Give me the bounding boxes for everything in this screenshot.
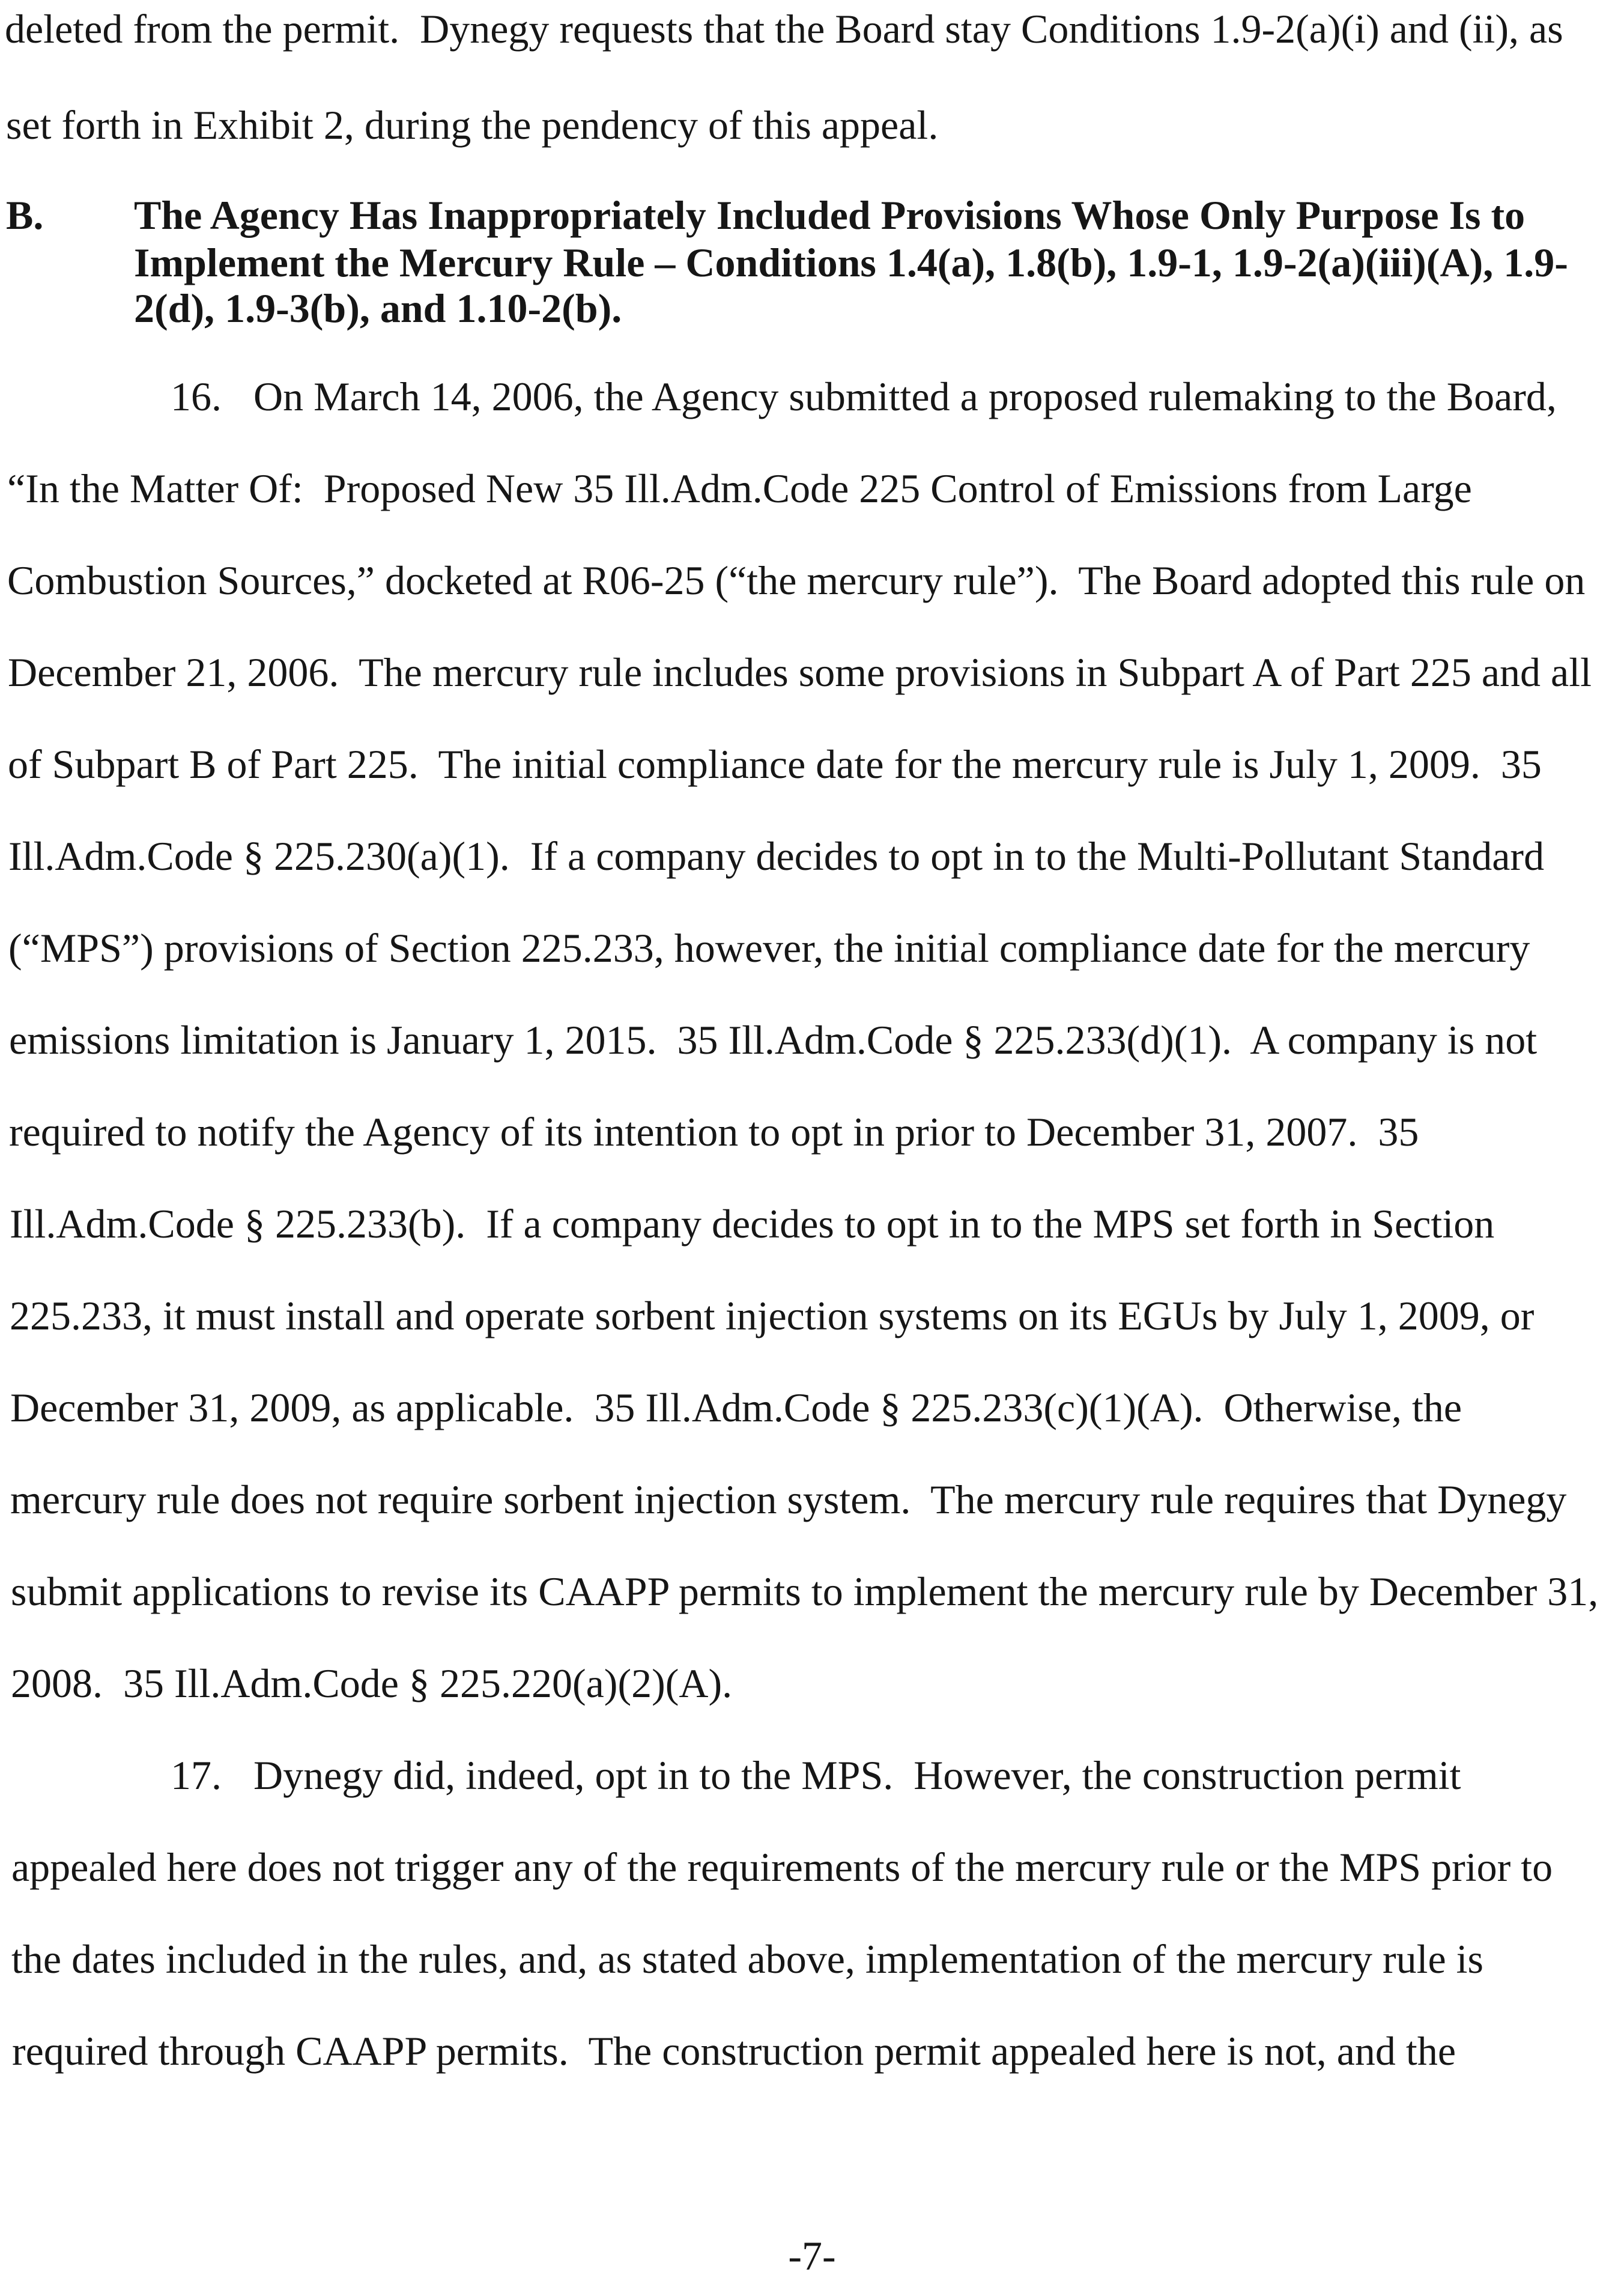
text-line: appealed here does not trigger any of the requirements of the mercury rule or the MPS prior to [11,1844,1553,1890]
text-line: Combustion Sources,” docketed at R06-25 (“the mercury rule”). The Board adopted this rule on [7,557,1586,603]
text-line: the dates included in the rules, and, as stated above, implementation of the mercury rule is [11,1936,1484,1982]
paragraph-number: 16. [171,374,222,419]
text-line: required through CAAPP permits. The construction permit appealed here is not, and the [12,2028,1456,2074]
text-line: submit applications to revise its CAAPP permits to implement the mercury rule by December 31, [11,1569,1599,1614]
text-line: December 31, 2009, as applicable. 35 Ill.Adm.Code § 225.233(c)(1)(A). Otherwise, the [10,1385,1462,1430]
text-line: deleted from the permit. Dynegy requests that the Board stay Conditions 1.9-2(a)(i) and (ii), as [5,6,1563,52]
heading-line: Implement the Mercury Rule – Conditions 1.4(a), 1.8(b), 1.9-1, 1.9-2(a)(iii)(A), 1.9- [134,240,1568,285]
text-line: On March 14, 2006, the Agency submitted a proposed rulemaking to the Board, [253,374,1557,419]
text-line: “In the Matter Of: Proposed New 35 Ill.Adm.Code 225 Control of Emissions from Large [7,466,1472,511]
heading-line: 2(d), 1.9-3(b), and 1.10-2(b). [134,285,622,331]
text-line: mercury rule does not require sorbent injection system. The mercury rule requires that Dynegy [10,1477,1567,1522]
text-line: required to notify the Agency of its intention to opt in prior to December 31, 2007. 35 [9,1109,1419,1155]
text-line: 2008. 35 Ill.Adm.Code § 225.220(a)(2)(A). [11,1660,733,1706]
text-line: Ill.Adm.Code § 225.233(b). If a company decides to opt in to the MPS set forth in Section [10,1201,1495,1247]
text-line: Ill.Adm.Code § 225.230(a)(1). If a company decides to opt in to the Multi-Pollutant Standard [8,833,1545,879]
text-line: Dynegy did, indeed, opt in to the MPS. However, the construction permit [253,1752,1461,1798]
text-line: of Subpart B of Part 225. The initial compliance date for the mercury rule is July 1, 2009. 35 [8,741,1542,787]
text-line: set forth in Exhibit 2, during the pendency of this appeal. [6,102,939,148]
heading-line: The Agency Has Inappropriately Included Provisions Whose Only Purpose Is to [134,192,1526,238]
page-number: -7- [788,2233,836,2278]
section-letter: B. [6,192,44,238]
text-line: 225.233, it must install and operate sorbent injection systems on its EGUs by July 1, 2009, or [10,1293,1535,1338]
text-line: (“MPS”) provisions of Section 225.233, however, the initial compliance date for the mercury [8,925,1530,971]
text-line: December 21, 2006. The mercury rule includes some provisions in Subpart A of Part 225 and all [8,649,1592,695]
paragraph-number: 17. [171,1752,222,1798]
text-line: emissions limitation is January 1, 2015. 35 Ill.Adm.Code § 225.233(d)(1). A company is not [9,1017,1538,1063]
